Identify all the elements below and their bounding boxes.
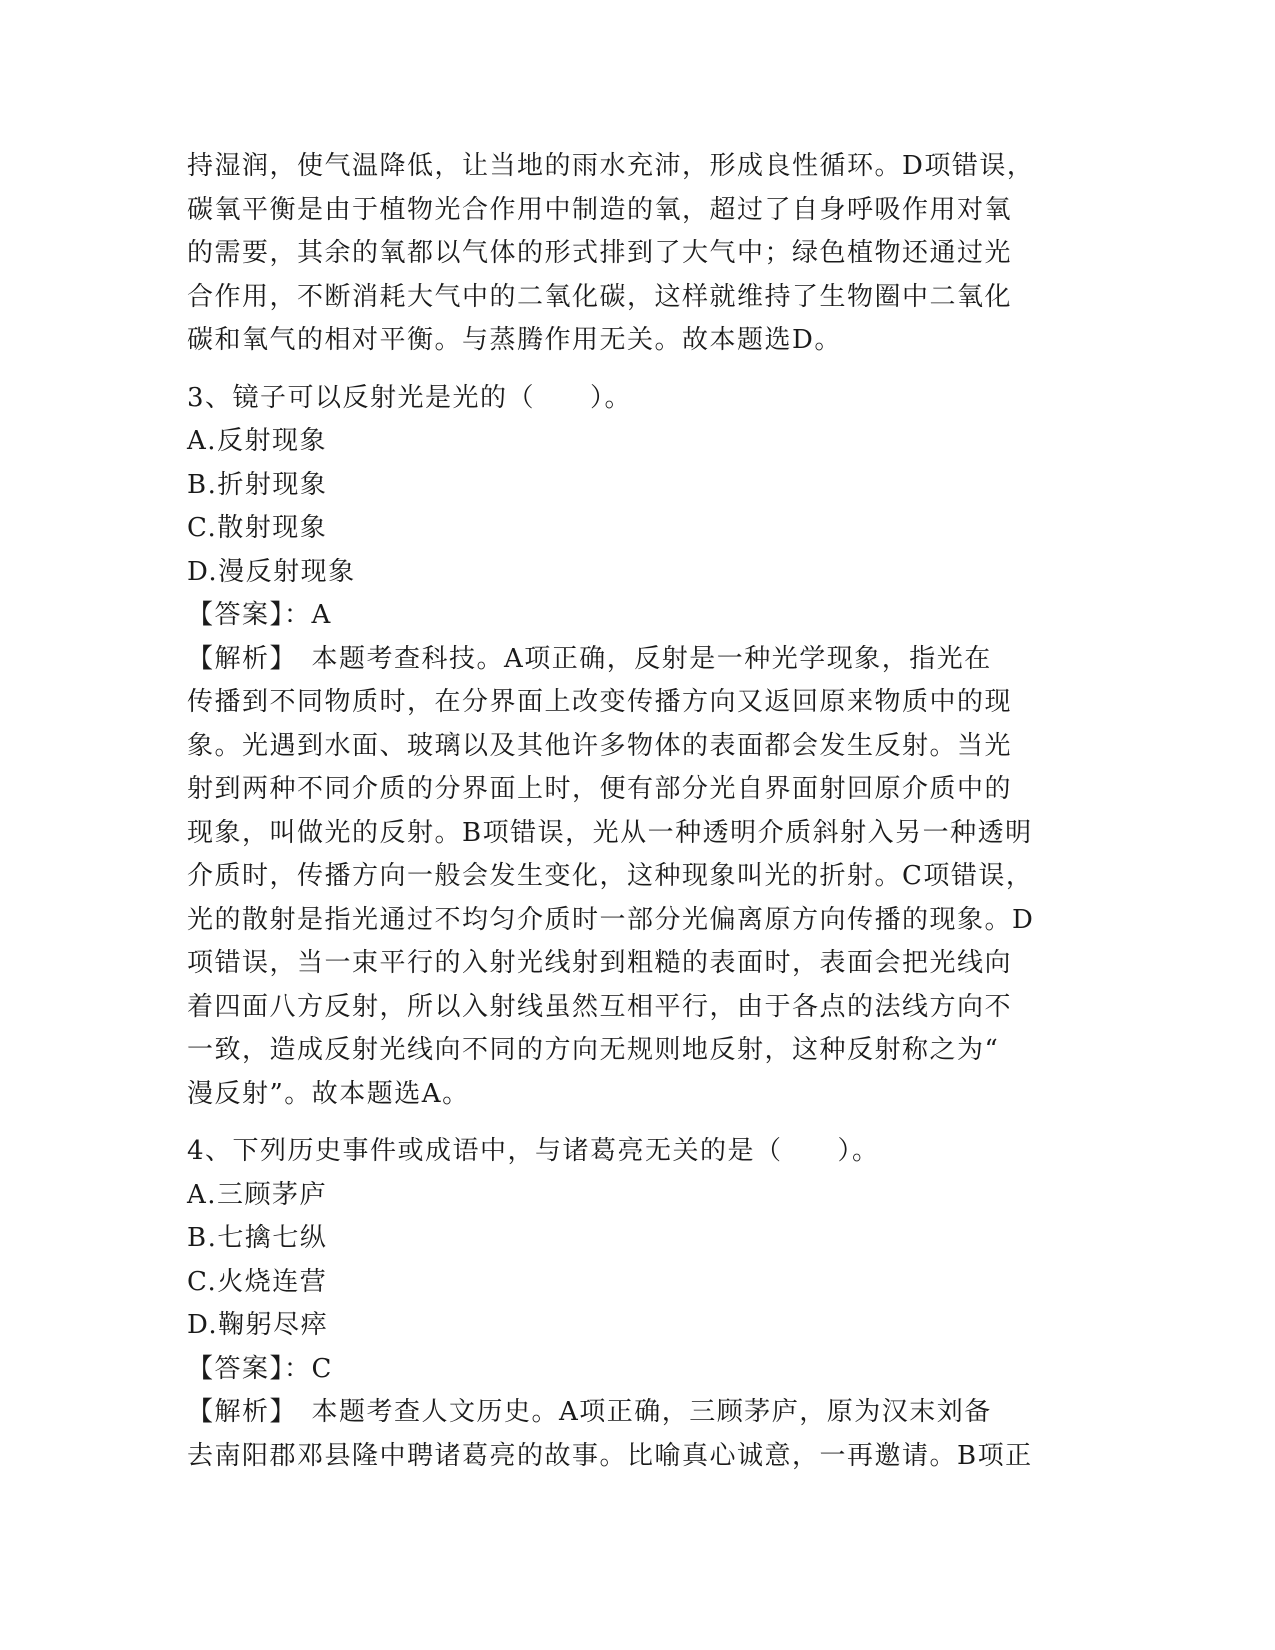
analysis-line: 【解析】 本题考查科技。A项正确，反射是一种光学现象，指光在 <box>187 643 992 674</box>
answer-line: 【答案】：A <box>187 600 332 630</box>
analysis-line: 【解析】 本题考查人文历史。A项正确，三顾茅庐，原为汉末刘备 <box>187 1397 992 1427</box>
analysis-line: 传播到不同物质时，在分界面上改变传播方向又返回原来物质中的现 <box>187 687 1013 717</box>
analysis-line: 去南阳郡邓县隆中聘诸葛亮的故事。比喻真心诚意，一再邀请。B项正 <box>187 1440 1033 1471</box>
question-stem: 3、镜子可以反射光是光的（ ）。 <box>187 382 633 413</box>
spacer <box>187 363 1087 377</box>
option-a: A.反射现象 <box>187 426 328 456</box>
document-page <box>187 145 1087 1478</box>
question-4 <box>187 1130 1087 1478</box>
option-d: D.鞠躬尽瘁 <box>187 1310 329 1340</box>
option-b: B.七擒七纵 <box>187 1223 328 1253</box>
text-line: 持湿润，使气温降低，让当地的雨水充沛，形成良性循环。D项错误， <box>187 151 1035 181</box>
spacer <box>187 1116 1087 1130</box>
previous-explanation <box>187 145 1087 363</box>
question-3 <box>187 377 1087 1117</box>
option-b: B.折射现象 <box>187 469 328 500</box>
text-line: 碳氧平衡是由于植物光合作用中制造的氧，超过了自身呼吸作用对氧 <box>187 194 1013 225</box>
analysis-line: 现象，叫做光的反射。B项错误，光从一种透明介质斜射入另一种透明 <box>187 817 1033 848</box>
analysis-line: 项错误，当一束平行的入射光线射到粗糙的表面时，表面会把光线向 <box>187 948 1013 978</box>
option-c: C.火烧连营 <box>187 1266 328 1297</box>
question-stem: 4、下列历史事件或成语中，与诸葛亮无关的是（ ）。 <box>187 1136 880 1166</box>
option-d: D.漫反射现象 <box>187 556 356 587</box>
analysis-line: 射到两种不同介质的分界面上时，便有部分光自界面射回原介质中的 <box>187 774 1013 804</box>
answer-line: 【答案】：C <box>187 1353 333 1384</box>
analysis-line: 一致，造成反射光线向不同的方向无规则地反射，这种反射称之为“ <box>187 1035 1000 1065</box>
text-line: 的需要，其余的氧都以气体的形式排到了大气中；绿色植物还通过光 <box>187 238 1013 268</box>
analysis-line: 光的散射是指光通过不均匀介质时一部分光偏离原方向传播的现象。D <box>187 904 1035 935</box>
text-line: 碳和氧气的相对平衡。与蒸腾作用无关。故本题选D。 <box>187 325 842 355</box>
text-line: 合作用，不断消耗大气中的二氧化碳，这样就维持了生物圈中二氧化 <box>187 281 1013 312</box>
option-a: A.三顾茅庐 <box>187 1179 328 1210</box>
analysis-line: 象。光遇到水面、玻璃以及其他许多物体的表面都会发生反射。当光 <box>187 730 1013 761</box>
analysis-line: 介质时，传播方向一般会发生变化，这种现象叫光的折射。C项错误， <box>187 861 1034 891</box>
option-c: C.散射现象 <box>187 513 328 543</box>
analysis-line: 着四面八方反射，所以入射线虽然互相平行，由于各点的法线方向不 <box>187 991 1013 1022</box>
analysis-line: 漫反射”。故本题选A。 <box>187 1078 470 1109</box>
